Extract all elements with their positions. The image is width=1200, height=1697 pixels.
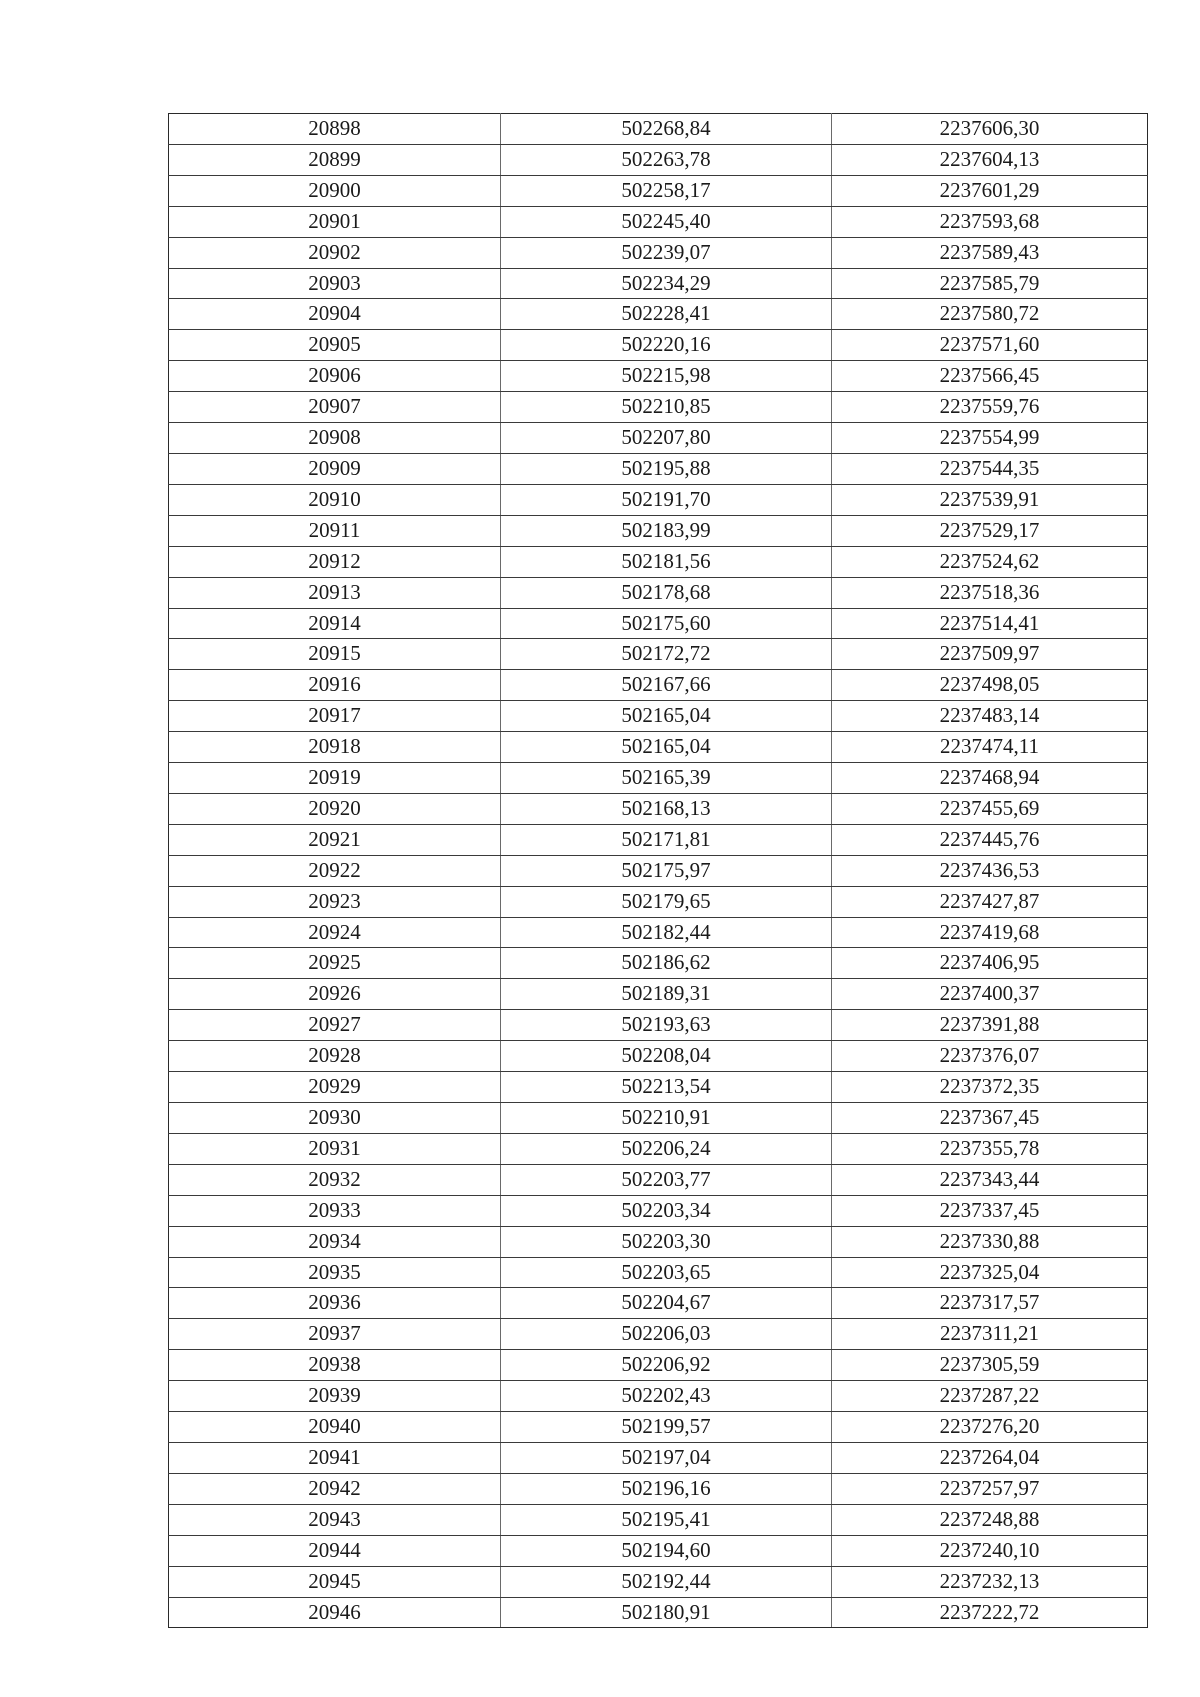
table-row <box>169 1350 1148 1381</box>
point-number-cell: 20939 <box>169 1381 501 1412</box>
point-number-cell: 20904 <box>169 299 501 330</box>
y-coordinate-cell: 2237419,68 <box>832 917 1148 948</box>
point-number-cell: 20944 <box>169 1535 501 1566</box>
x-coordinate-cell: 502191,70 <box>501 484 832 515</box>
x-coordinate-cell: 502208,04 <box>501 1041 832 1072</box>
table-row <box>169 886 1148 917</box>
point-number-cell: 20921 <box>169 824 501 855</box>
x-coordinate-cell: 502220,16 <box>501 330 832 361</box>
table-row <box>169 361 1148 392</box>
x-coordinate-cell: 502195,41 <box>501 1504 832 1535</box>
y-coordinate-cell: 2237539,91 <box>832 484 1148 515</box>
table-row <box>169 1041 1148 1072</box>
x-coordinate-cell: 502228,41 <box>501 299 832 330</box>
x-coordinate-cell: 502195,88 <box>501 453 832 484</box>
y-coordinate-cell: 2237554,99 <box>832 423 1148 454</box>
y-coordinate-cell: 2237248,88 <box>832 1504 1148 1535</box>
x-coordinate-cell: 502204,67 <box>501 1288 832 1319</box>
table-row <box>169 330 1148 361</box>
table-row <box>169 948 1148 979</box>
point-number-cell: 20933 <box>169 1195 501 1226</box>
x-coordinate-cell: 502234,29 <box>501 268 832 299</box>
table-row <box>169 1442 1148 1473</box>
point-number-cell: 20920 <box>169 793 501 824</box>
point-number-cell: 20911 <box>169 515 501 546</box>
point-number-cell: 20910 <box>169 484 501 515</box>
table-row <box>169 1288 1148 1319</box>
point-number-cell: 20909 <box>169 453 501 484</box>
x-coordinate-cell: 502207,80 <box>501 423 832 454</box>
point-number-cell: 20942 <box>169 1473 501 1504</box>
point-number-cell: 20906 <box>169 361 501 392</box>
x-coordinate-cell: 502192,44 <box>501 1566 832 1597</box>
x-coordinate-cell: 502181,56 <box>501 546 832 577</box>
y-coordinate-cell: 2237455,69 <box>832 793 1148 824</box>
x-coordinate-cell: 502203,65 <box>501 1257 832 1288</box>
point-number-cell: 20924 <box>169 917 501 948</box>
x-coordinate-cell: 502202,43 <box>501 1381 832 1412</box>
point-number-cell: 20918 <box>169 732 501 763</box>
point-number-cell: 20912 <box>169 546 501 577</box>
x-coordinate-cell: 502165,04 <box>501 701 832 732</box>
point-number-cell: 20923 <box>169 886 501 917</box>
y-coordinate-cell: 2237330,88 <box>832 1226 1148 1257</box>
x-coordinate-cell: 502203,34 <box>501 1195 832 1226</box>
point-number-cell: 20940 <box>169 1412 501 1443</box>
table-row <box>169 144 1148 175</box>
x-coordinate-cell: 502179,65 <box>501 886 832 917</box>
point-number-cell: 20926 <box>169 979 501 1010</box>
x-coordinate-cell: 502206,92 <box>501 1350 832 1381</box>
x-coordinate-cell: 502203,77 <box>501 1164 832 1195</box>
table-row <box>169 824 1148 855</box>
y-coordinate-cell: 2237311,21 <box>832 1319 1148 1350</box>
point-number-cell: 20902 <box>169 237 501 268</box>
point-number-cell: 20941 <box>169 1442 501 1473</box>
table-row <box>169 608 1148 639</box>
y-coordinate-cell: 2237580,72 <box>832 299 1148 330</box>
y-coordinate-cell: 2237529,17 <box>832 515 1148 546</box>
y-coordinate-cell: 2237566,45 <box>832 361 1148 392</box>
x-coordinate-cell: 502268,84 <box>501 114 832 145</box>
table-row <box>169 1010 1148 1041</box>
y-coordinate-cell: 2237593,68 <box>832 206 1148 237</box>
point-number-cell: 20937 <box>169 1319 501 1350</box>
x-coordinate-cell: 502245,40 <box>501 206 832 237</box>
table-row <box>169 237 1148 268</box>
x-coordinate-cell: 502203,30 <box>501 1226 832 1257</box>
table-row <box>169 1566 1148 1597</box>
point-number-cell: 20934 <box>169 1226 501 1257</box>
y-coordinate-cell: 2237559,76 <box>832 392 1148 423</box>
table-row <box>169 1319 1148 1350</box>
x-coordinate-cell: 502197,04 <box>501 1442 832 1473</box>
table-row <box>169 1103 1148 1134</box>
y-coordinate-cell: 2237601,29 <box>832 175 1148 206</box>
y-coordinate-cell: 2237483,14 <box>832 701 1148 732</box>
y-coordinate-cell: 2237325,04 <box>832 1257 1148 1288</box>
x-coordinate-cell: 502175,97 <box>501 855 832 886</box>
y-coordinate-cell: 2237544,35 <box>832 453 1148 484</box>
y-coordinate-cell: 2237287,22 <box>832 1381 1148 1412</box>
y-coordinate-cell: 2237509,97 <box>832 639 1148 670</box>
table-row <box>169 1504 1148 1535</box>
point-number-cell: 20901 <box>169 206 501 237</box>
x-coordinate-cell: 502206,24 <box>501 1133 832 1164</box>
table-row <box>169 793 1148 824</box>
table-row <box>169 855 1148 886</box>
point-number-cell: 20899 <box>169 144 501 175</box>
table-row <box>169 979 1148 1010</box>
x-coordinate-cell: 502172,72 <box>501 639 832 670</box>
table-row <box>169 701 1148 732</box>
x-coordinate-cell: 502180,91 <box>501 1597 832 1628</box>
point-number-cell: 20935 <box>169 1257 501 1288</box>
table-row <box>169 1226 1148 1257</box>
table-row <box>169 577 1148 608</box>
coordinates-table-body <box>169 114 1148 1628</box>
y-coordinate-cell: 2237400,37 <box>832 979 1148 1010</box>
point-number-cell: 20900 <box>169 175 501 206</box>
table-row <box>169 1473 1148 1504</box>
y-coordinate-cell: 2237337,45 <box>832 1195 1148 1226</box>
x-coordinate-cell: 502178,68 <box>501 577 832 608</box>
x-coordinate-cell: 502199,57 <box>501 1412 832 1443</box>
table-row <box>169 114 1148 145</box>
x-coordinate-cell: 502239,07 <box>501 237 832 268</box>
x-coordinate-cell: 502186,62 <box>501 948 832 979</box>
y-coordinate-cell: 2237232,13 <box>832 1566 1148 1597</box>
point-number-cell: 20927 <box>169 1010 501 1041</box>
y-coordinate-cell: 2237276,20 <box>832 1412 1148 1443</box>
y-coordinate-cell: 2237305,59 <box>832 1350 1148 1381</box>
y-coordinate-cell: 2237474,11 <box>832 732 1148 763</box>
coordinates-table <box>168 113 1148 1628</box>
y-coordinate-cell: 2237391,88 <box>832 1010 1148 1041</box>
point-number-cell: 20930 <box>169 1103 501 1134</box>
point-number-cell: 20932 <box>169 1164 501 1195</box>
table-row <box>169 1597 1148 1628</box>
y-coordinate-cell: 2237436,53 <box>832 855 1148 886</box>
x-coordinate-cell: 502193,63 <box>501 1010 832 1041</box>
y-coordinate-cell: 2237257,97 <box>832 1473 1148 1504</box>
point-number-cell: 20925 <box>169 948 501 979</box>
point-number-cell: 20903 <box>169 268 501 299</box>
y-coordinate-cell: 2237372,35 <box>832 1072 1148 1103</box>
y-coordinate-cell: 2237514,41 <box>832 608 1148 639</box>
x-coordinate-cell: 502194,60 <box>501 1535 832 1566</box>
table-row <box>169 1133 1148 1164</box>
point-number-cell: 20907 <box>169 392 501 423</box>
x-coordinate-cell: 502165,04 <box>501 732 832 763</box>
point-number-cell: 20931 <box>169 1133 501 1164</box>
point-number-cell: 20905 <box>169 330 501 361</box>
point-number-cell: 20916 <box>169 670 501 701</box>
x-coordinate-cell: 502210,91 <box>501 1103 832 1134</box>
point-number-cell: 20946 <box>169 1597 501 1628</box>
point-number-cell: 20898 <box>169 114 501 145</box>
y-coordinate-cell: 2237264,04 <box>832 1442 1148 1473</box>
x-coordinate-cell: 502189,31 <box>501 979 832 1010</box>
y-coordinate-cell: 2237445,76 <box>832 824 1148 855</box>
point-number-cell: 20943 <box>169 1504 501 1535</box>
y-coordinate-cell: 2237518,36 <box>832 577 1148 608</box>
table-row <box>169 515 1148 546</box>
x-coordinate-cell: 502182,44 <box>501 917 832 948</box>
table-row <box>169 1072 1148 1103</box>
y-coordinate-cell: 2237367,45 <box>832 1103 1148 1134</box>
x-coordinate-cell: 502175,60 <box>501 608 832 639</box>
point-number-cell: 20922 <box>169 855 501 886</box>
y-coordinate-cell: 2237524,62 <box>832 546 1148 577</box>
point-number-cell: 20914 <box>169 608 501 639</box>
point-number-cell: 20913 <box>169 577 501 608</box>
table-row <box>169 1412 1148 1443</box>
y-coordinate-cell: 2237355,78 <box>832 1133 1148 1164</box>
table-row <box>169 732 1148 763</box>
y-coordinate-cell: 2237571,60 <box>832 330 1148 361</box>
y-coordinate-cell: 2237604,13 <box>832 144 1148 175</box>
x-coordinate-cell: 502215,98 <box>501 361 832 392</box>
x-coordinate-cell: 502258,17 <box>501 175 832 206</box>
table-row <box>169 1381 1148 1412</box>
point-number-cell: 20936 <box>169 1288 501 1319</box>
x-coordinate-cell: 502263,78 <box>501 144 832 175</box>
table-row <box>169 299 1148 330</box>
x-coordinate-cell: 502168,13 <box>501 793 832 824</box>
point-number-cell: 20915 <box>169 639 501 670</box>
y-coordinate-cell: 2237468,94 <box>832 763 1148 794</box>
x-coordinate-cell: 502171,81 <box>501 824 832 855</box>
y-coordinate-cell: 2237343,44 <box>832 1164 1148 1195</box>
x-coordinate-cell: 502213,54 <box>501 1072 832 1103</box>
table-row <box>169 206 1148 237</box>
point-number-cell: 20929 <box>169 1072 501 1103</box>
x-coordinate-cell: 502183,99 <box>501 515 832 546</box>
point-number-cell: 20908 <box>169 423 501 454</box>
table-row <box>169 639 1148 670</box>
y-coordinate-cell: 2237498,05 <box>832 670 1148 701</box>
x-coordinate-cell: 502167,66 <box>501 670 832 701</box>
y-coordinate-cell: 2237406,95 <box>832 948 1148 979</box>
table-row <box>169 268 1148 299</box>
y-coordinate-cell: 2237589,43 <box>832 237 1148 268</box>
x-coordinate-cell: 502165,39 <box>501 763 832 794</box>
y-coordinate-cell: 2237222,72 <box>832 1597 1148 1628</box>
table-row <box>169 392 1148 423</box>
table-row <box>169 1164 1148 1195</box>
x-coordinate-cell: 502210,85 <box>501 392 832 423</box>
y-coordinate-cell: 2237240,10 <box>832 1535 1148 1566</box>
x-coordinate-cell: 502196,16 <box>501 1473 832 1504</box>
table-row <box>169 1195 1148 1226</box>
table-row <box>169 670 1148 701</box>
y-coordinate-cell: 2237376,07 <box>832 1041 1148 1072</box>
y-coordinate-cell: 2237427,87 <box>832 886 1148 917</box>
point-number-cell: 20938 <box>169 1350 501 1381</box>
table-row <box>169 546 1148 577</box>
table-row <box>169 453 1148 484</box>
x-coordinate-cell: 502206,03 <box>501 1319 832 1350</box>
point-number-cell: 20919 <box>169 763 501 794</box>
point-number-cell: 20928 <box>169 1041 501 1072</box>
y-coordinate-cell: 2237606,30 <box>832 114 1148 145</box>
table-row <box>169 763 1148 794</box>
point-number-cell: 20917 <box>169 701 501 732</box>
y-coordinate-cell: 2237317,57 <box>832 1288 1148 1319</box>
point-number-cell: 20945 <box>169 1566 501 1597</box>
y-coordinate-cell: 2237585,79 <box>832 268 1148 299</box>
table-row <box>169 1257 1148 1288</box>
table-row <box>169 175 1148 206</box>
table-row <box>169 484 1148 515</box>
table-row <box>169 423 1148 454</box>
table-row <box>169 1535 1148 1566</box>
table-row <box>169 917 1148 948</box>
